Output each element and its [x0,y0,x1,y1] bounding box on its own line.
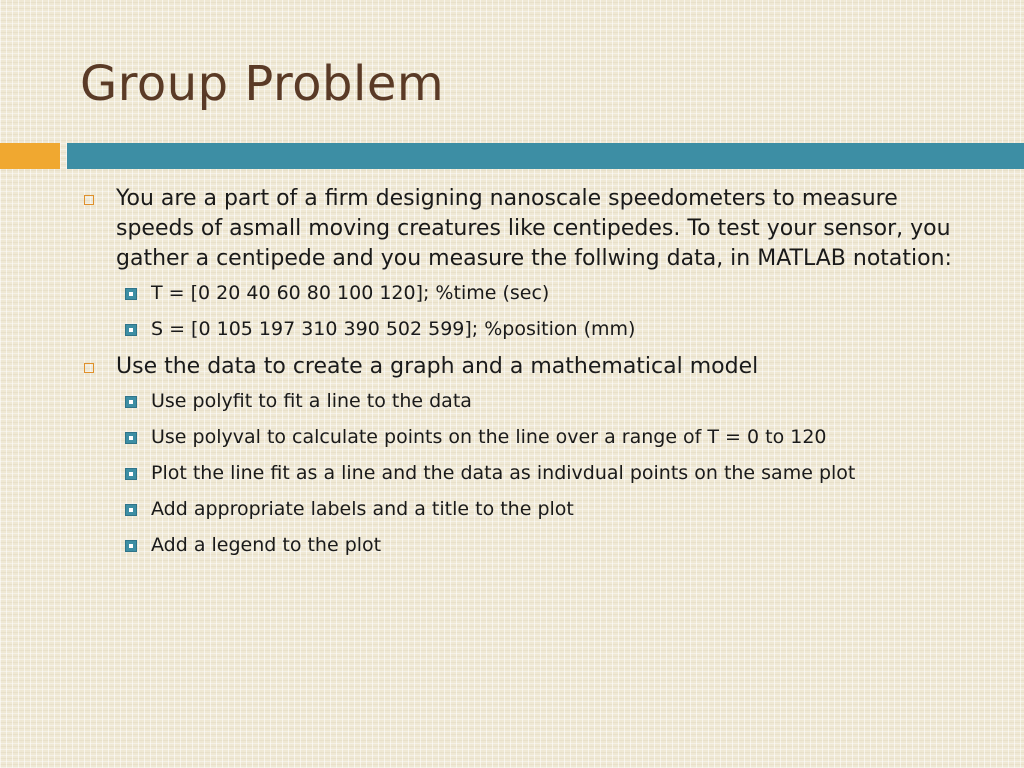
filled-square-bullet-icon [125,396,137,408]
sub-bullet-text: Add a legend to the plot [151,534,382,556]
sub-bullet-text: T = [0 20 40 60 80 100 120]; %time (sec) [151,282,550,304]
filled-square-bullet-icon [125,324,137,336]
sub-bullet-text: Use polyfit to fit a line to the data [151,390,472,412]
accent-bar-teal [67,143,1024,169]
bullet-item [80,184,980,274]
filled-square-bullet-icon [125,468,137,480]
sub-bullet-item [80,316,980,342]
bullet-text: You are a part of a firm designing nanoscale speedometers to measure speeds of asmall moving creatures like centipedes. To test your sensor, you gather a centipede and you measure the follwing data, in MATLAB notation: [116,186,952,271]
sub-bullet-item [80,388,980,414]
filled-square-bullet-icon [125,288,137,300]
slide-title: Group Problem [80,56,445,112]
bullet-item [80,352,980,382]
filled-square-bullet-icon [125,504,137,516]
sub-bullet-text: Plot the line fit as a line and the data as indivdual points on the same plot [151,462,856,484]
hollow-square-bullet-icon [84,195,94,205]
sub-bullet-text: Add appropriate labels and a title to the plot [151,498,574,520]
sub-bullet-item [80,496,980,522]
sub-bullet-item [80,424,980,450]
sub-bullet-text: S = [0 105 197 310 390 502 599]; %position (mm) [151,318,636,340]
filled-square-bullet-icon [125,432,137,444]
accent-bar-orange [0,143,60,169]
bullet-text: Use the data to create a graph and a mathematical model [116,354,759,379]
sub-bullet-text: Use polyval to calculate points on the line over a range of T = 0 to 120 [151,426,827,448]
sub-bullet-item [80,532,980,558]
sub-bullet-item [80,460,980,486]
filled-square-bullet-icon [125,540,137,552]
sub-bullet-item [80,280,980,306]
hollow-square-bullet-icon [84,363,94,373]
slide-content [80,184,980,568]
